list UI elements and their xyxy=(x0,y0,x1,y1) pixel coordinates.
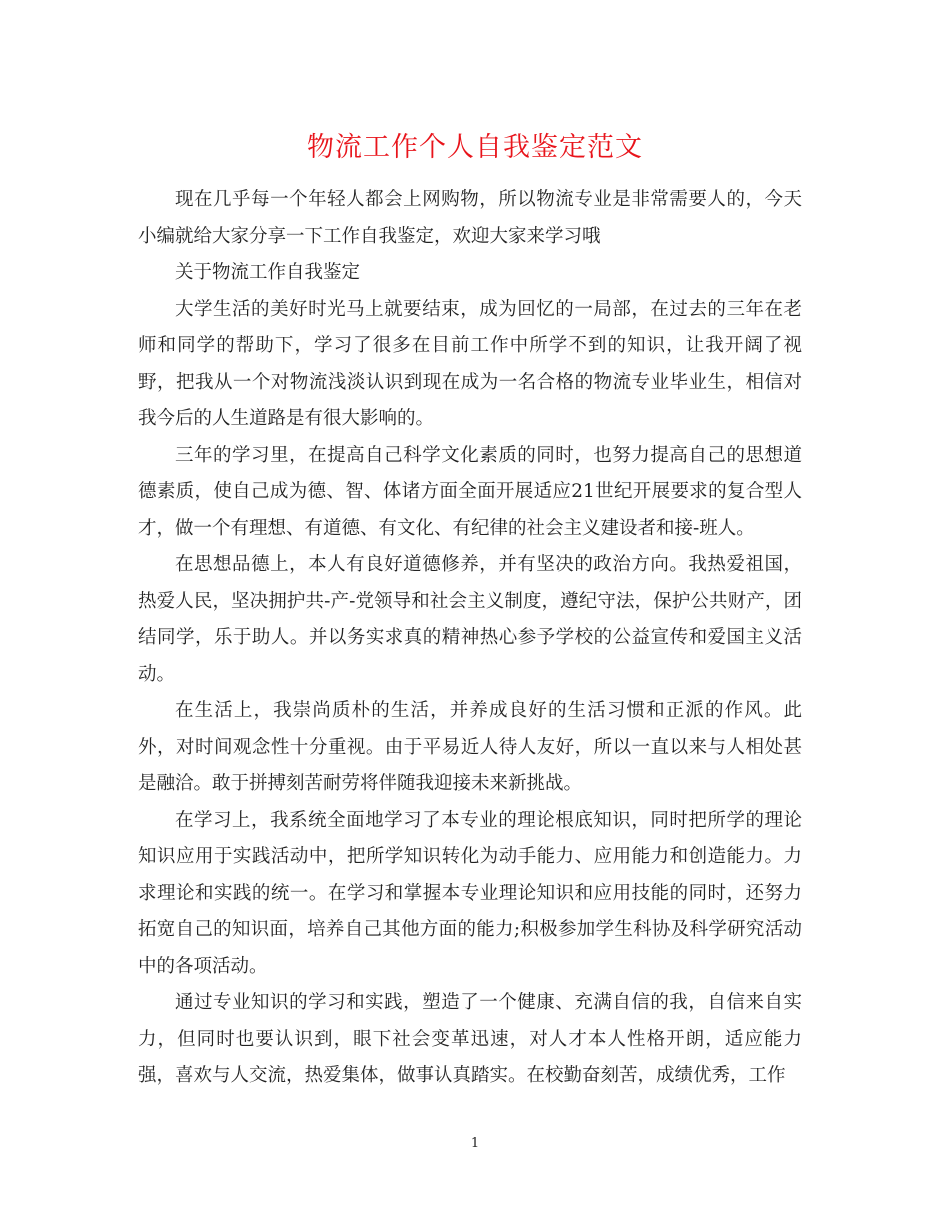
paragraph: 在生活上，我崇尚质朴的生活，并养成良好的生活习惯和正派的作风。此外，对时间观念性十分重视。由于平易近人待人友好，所以一直以来与人相处甚是融洽。敢于拼搏刻苦耐劳将伴随我迎接未来新挑战。 xyxy=(138,700,802,794)
paragraph: 大学生活的美好时光马上就要结束，成为回忆的一局部，在过去的三年在老师和同学的帮助下，学习了很多在目前工作中所学不到的知识，让我开阔了视野，把我从一个对物流浅淡认识到现在成为一名合格的物流专业毕业生，相信对我今后的人生道路是有很大影响的。 xyxy=(138,298,802,429)
paragraph-subheading: 关于物流工作自我鉴定 xyxy=(175,262,361,283)
paragraph: 在思想品德上，本人有良好道德修养，并有坚决的政治方向。我热爱祖国，热爱人民，坚决拥护共-产-党领导和社会主义制度，遵纪守法，保护公共财产，团结同学，乐于助人。并以务实求真的精神热心参予学校的公益宣传和爱国主义活动。 xyxy=(138,554,802,685)
document-title: 物流工作个人自我鉴定范文 xyxy=(307,132,643,163)
paragraph: 三年的学习里，在提高自己科学文化素质的同时，也努力提高自己的思想道德素质，使自己成为德、智、体诸方面全面开展适应21世纪开展要求的复合型人才，做一个有理想、有道德、有文化、有纪律的社会主义建设者和接-班人。 xyxy=(138,444,802,539)
paragraph-intro: 现在几乎每一个年轻人都会上网购物，所以物流专业是非常需要人的，今天小编就给大家分享一下工作自我鉴定，欢迎大家来学习哦 xyxy=(138,189,802,247)
paragraph: 通过专业知识的学习和实践，塑造了一个健康、充满自信的我，自信来自实力，但同时也要认识到，眼下社会变革迅速，对人才本人性格开朗，适应能力强，喜欢与人交流，热爱集体，做事认真踏实。在校勤奋刻苦，成绩优秀，工作 xyxy=(138,992,802,1086)
page-number: 1 xyxy=(470,1136,480,1151)
document-body xyxy=(138,182,802,1095)
paragraph: 在学习上，我系统全面地学习了本专业的理论根底知识，同时把所学的理论知识应用于实践活动中，把所学知识转化为动手能力、应用能力和创造能力。力求理论和实践的统一。在学习和掌握本专业理论知识和应用技能的同时，还努力拓宽自己的知识面，培养自己其他方面的能力;积极参加学生科协及科学研究活动中的各项活动。 xyxy=(138,809,802,977)
